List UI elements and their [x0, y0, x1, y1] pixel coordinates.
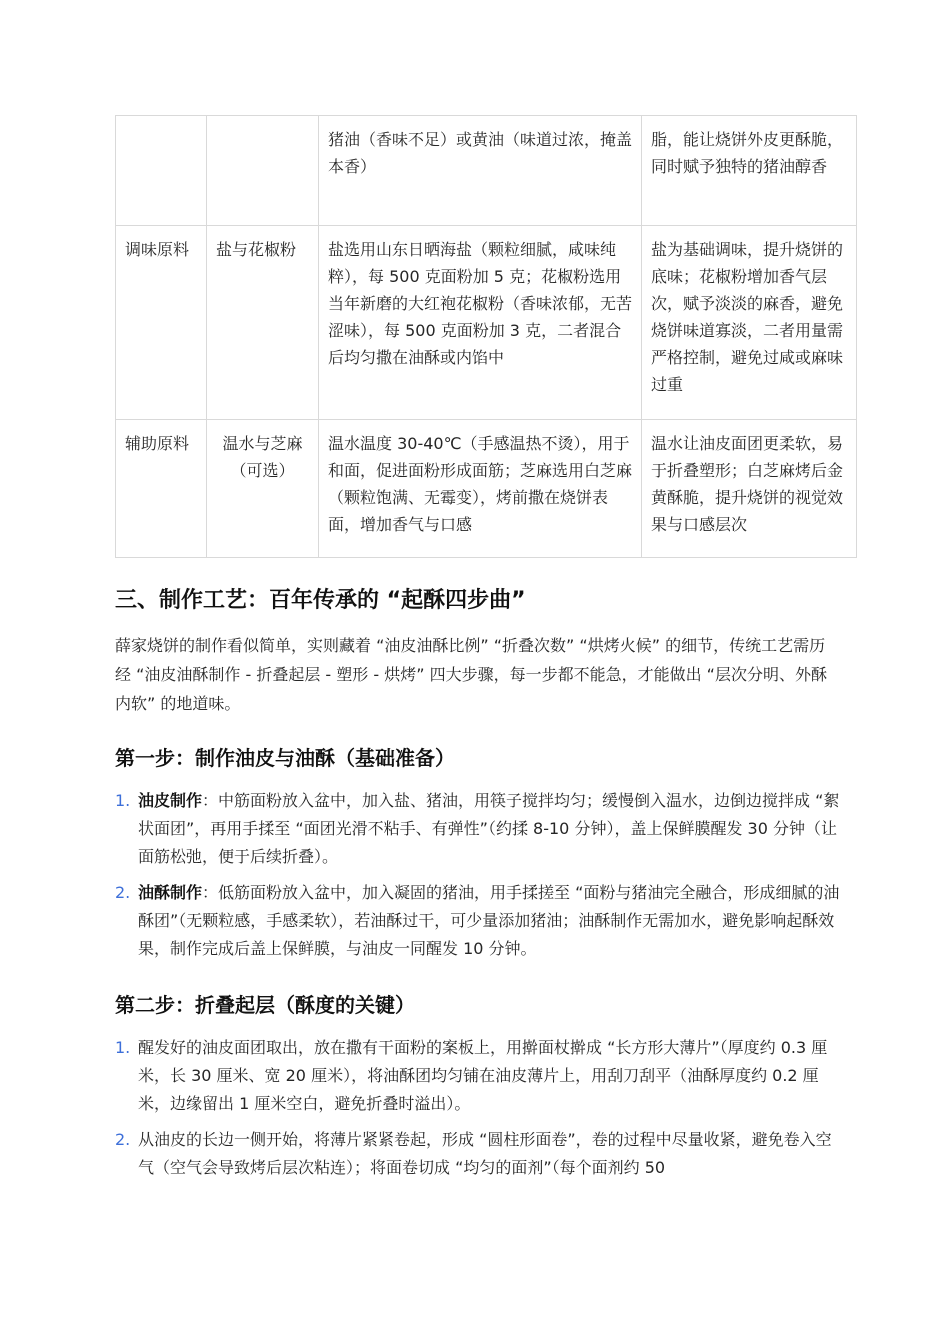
step2-list — [115, 1034, 840, 1190]
item-text: 从油皮的长边一侧开始，将薄片紧紧卷起，形成 “圆柱形面卷”，卷的过程中尽量收紧，避免卷入空气（空气会导致烤后层次粘连）；将面卷切成 “均匀的面剂”（每个面剂约 50 — [138, 1130, 832, 1177]
table-cell-effect: 脂，能让烧饼外皮更酥脆，同时赋予独特的猪油醇香 — [642, 116, 857, 226]
section-heading: 三、制作工艺：百年传承的 “起酥四步曲” — [115, 588, 526, 613]
step1-heading: 第一步：制作油皮与油酥（基础准备） — [115, 746, 455, 770]
list-item — [115, 1126, 840, 1182]
intro-paragraph: 薛家烧饼的制作看似简单，实则藏着 “油皮油酥比例” “折叠次数” “烘烤火候” 的细节，传统工艺需历经 “油皮油酥制作 - 折叠起层 - 塑形 - 烘烤” 四大步骤，每一步都不能急，才能做出 “层次分明、外酥内软” 的地道味。 — [115, 636, 827, 713]
table-cell-item: 温水与芝麻（可选） — [207, 420, 319, 558]
table-cell-effect: 盐为基础调味，提升烧饼的底味；花椒粉增加香气层次，赋予淡淡的麻香，避免烧饼味道寡淡，二者用量需严格控制，避免过咸或麻味过重 — [642, 226, 857, 420]
step1-list — [115, 787, 840, 971]
list-number: 2. — [115, 883, 131, 902]
list-item — [115, 787, 840, 871]
table-cell-standard: 盐选用山东日晒海盐（颗粒细腻，咸味纯粹），每 500 克面粉加 5 克；花椒粉选用当年新磨的大红袍花椒粉（香味浓郁，无苦涩味），每 500 克面粉加 3 克，二者混合后均匀撒在油酥或内馅中 — [319, 226, 642, 420]
list-number: 2. — [115, 1130, 131, 1149]
table-cell-effect: 温水让油皮面团更柔软，易于折叠塑形；白芝麻烤后金黄酥脆，提升烧饼的视觉效果与口感层次 — [642, 420, 857, 558]
table-row — [116, 420, 857, 558]
list-item — [115, 879, 840, 963]
table-cell-category: 调味原料 — [116, 226, 207, 420]
table-cell-standard: 温水温度 30-40℃（手感温热不烫），用于和面，促进面粉形成面筋；芝麻选用白芝麻（颗粒饱满、无霉变），烤前撒在烧饼表面，增加香气与口感 — [319, 420, 642, 558]
item-text: ：低筋面粉放入盆中，加入凝固的猪油，用手揉搓至 “面粉与猪油完全融合，形成细腻的油酥团”（无颗粒感，手感柔软），若油酥过干，可少量添加猪油；油酥制作无需加水，避免影响起酥效果，制作完成后盖上保鲜膜，与油皮一同醒发 10 分钟。 — [138, 883, 840, 958]
table-cell-category: 辅助原料 — [116, 420, 207, 558]
list-number: 1. — [115, 1038, 131, 1057]
item-label: 油酥制作 — [138, 883, 203, 902]
table-cell-item — [207, 116, 319, 226]
item-label: 油皮制作 — [138, 791, 203, 810]
list-item — [115, 1034, 840, 1118]
table-cell-category — [116, 116, 207, 226]
materials-table — [115, 115, 857, 558]
table-cell-standard: 猪油（香味不足）或黄油（味道过浓，掩盖本香） — [319, 116, 642, 226]
table-cell-item: 盐与花椒粉 — [207, 226, 319, 420]
table-row — [116, 226, 857, 420]
table-row — [116, 116, 857, 226]
item-text: ：中筋面粉放入盆中，加入盐、猪油，用筷子搅拌均匀；缓慢倒入温水，边倒边搅拌成 “絮状面团”，再用手揉至 “面团光滑不粘手、有弹性”（约揉 8-10 分钟），盖上保鲜膜醒发 30 分钟（让面筋松弛，便于后续折叠）。 — [138, 791, 840, 866]
item-text: 醒发好的油皮面团取出，放在撒有干面粉的案板上，用擀面杖擀成 “长方形大薄片”（厚度约 0.3 厘米，长 30 厘米、宽 20 厘米），将油酥团均匀铺在油皮薄片上，用刮刀刮平（油酥厚度约 0.2 厘米，边缘留出 1 厘米空白，避免折叠时溢出）。 — [138, 1038, 828, 1113]
step2-heading: 第二步：折叠起层（酥度的关键） — [115, 993, 415, 1017]
list-number: 1. — [115, 791, 131, 810]
